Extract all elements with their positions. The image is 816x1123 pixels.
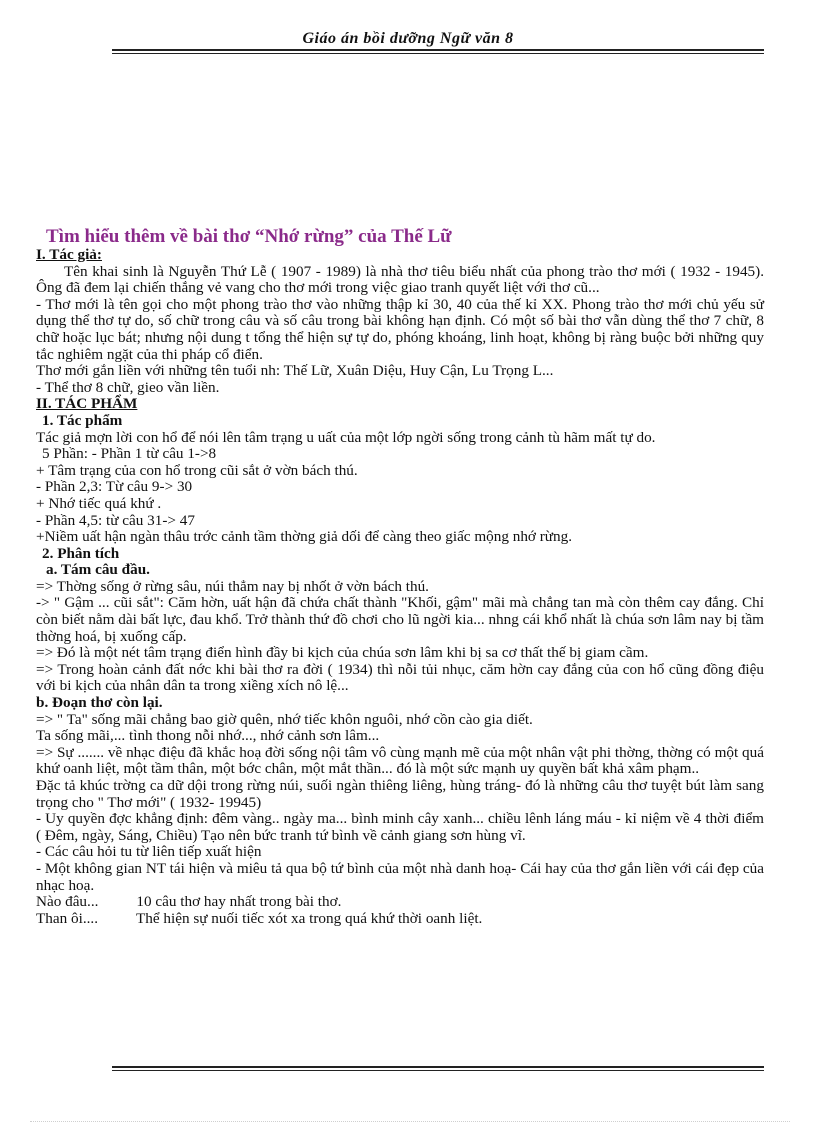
document-body <box>36 247 764 927</box>
subheading: a. Tám câu đầu. <box>46 561 150 579</box>
section-heading-author: I. Tác giả: <box>36 246 102 263</box>
paragraph: -> " Gậm ... cũi sắt": Căm hờn, uất hận đã chứa chất thành "Khối, gậm" mãi mà chẳng tan mà còn thêm cay đắng. Chỉ còn biết nằm dài bất lực, đau khổ. Trở thành thứ đồ chơi cho lũ ngời kia... nhng cái khổ nhất là chúa sơn lâm nay bị tầm thờng hoá, bị xuống cấp. <box>36 594 764 645</box>
closing-line <box>36 894 764 911</box>
closing-line-note: 10 câu thơ hay nhất trong bài thơ. <box>136 893 342 911</box>
paragraph: => " Ta" sống mãi chẳng bao giờ quên, nhớ tiếc khôn nguôi, nhớ cồn cào gia diết. <box>36 710 533 728</box>
closing-line <box>36 911 764 928</box>
paragraph: Tên khai sinh là Nguyễn Thứ Lễ ( 1907 - 1989) là nhà thơ tiêu biểu nhất của phong trào thơ mới ( 1932 - 1945). Ông đã đem lại chiến thắng vẻ vang cho thơ mới trong việc giao tranh quyết liệt với thơ cũ... <box>36 262 764 297</box>
closing-line-note: Thể hiện sự nuối tiếc xót xa trong quá khứ thời oanh liệt. <box>136 909 483 927</box>
paragraph: - Uy quyền đợc khẳng định: đêm vàng.. ngày ma... bình minh cây xanh... chiều lênh láng máu - kỉ niệm về 4 thời điểm ( Đêm, ngày, Sáng, Chiều) Tạo nên bức tranh tứ bình về cảnh giang sơn hùng vĩ. <box>36 810 764 844</box>
section-heading-work: II. TÁC PHẨM <box>36 395 138 413</box>
closing-line-lead: Nào đâu... <box>36 893 99 911</box>
header-rule <box>112 49 764 51</box>
paragraph: - Thể thơ 8 chữ, gieo vần liền. <box>36 378 220 396</box>
paragraph: Tác giả mợn lời con hổ để nói lên tâm trạng u uất của một lớp ngời sống trong cảnh tù hãm mất tự do. <box>36 428 656 446</box>
paragraph: + Tâm trạng của con hổ trong cũi sắt ở vờn bách thú. <box>36 461 358 479</box>
paragraph: => Thờng sống ở rừng sâu, núi thẳm nay bị nhốt ở vờn bách thú. <box>36 577 429 595</box>
page-header: Giáo án bồi dưỡng Ngữ văn 8 <box>302 30 514 47</box>
subheading: 1. Tác phẩm <box>42 411 123 429</box>
footer-rule <box>112 1066 764 1068</box>
paragraph: => Sự ....... về nhạc điệu đã khắc hoạ đời sống nội tâm vô cùng mạnh mẽ của một nhân vật phi thờng, thờng có một quá khứ oanh liệt, một tầm thân, một bớc chân, một mắt thần... đó là một sức mạnh uy quyền bất khả xâm phạm.. <box>36 743 764 778</box>
closing-line-lead: Than ôi.... <box>36 909 99 927</box>
paragraph: Đặc tả khúc trờng ca dữ dội trong rừng núi, suối ngàn thiêng liêng, hùng tráng- đó là những câu thơ tuyệt bút làm sang trọng cho " Thơ mới" ( 1932- 19945) <box>36 777 764 811</box>
paragraph: +Niềm uất hận ngàn thâu trớc cảnh tầm thờng giả dối để càng theo giấc mộng nhớ rừng. <box>36 528 573 546</box>
paragraph: - Các câu hỏi tu từ liên tiếp xuất hiện <box>36 843 262 861</box>
paragraph: - Phần 4,5: từ câu 31-> 47 <box>36 511 195 529</box>
header-rule-thin <box>112 53 764 54</box>
paragraph: => Trong hoàn cảnh đất nớc khi bài thơ ra đời ( 1934) thì nỗi tủi nhục, căm hờn cay đắng của con hổ cũng đồng điệu với bi kịch của nhân dân ta trong xiềng xích nô lệ... <box>36 660 764 695</box>
paragraph: => Đó là một nét tâm trạng điển hình đầy bi kịch của chúa sơn lâm khi bị sa cơ thất thế bị giam cầm. <box>36 644 649 662</box>
footer-rule-thin <box>112 1070 764 1071</box>
paragraph: - Phần 2,3: Từ câu 9-> 30 <box>36 478 193 496</box>
paragraph: Thơ mới gắn liền với những tên tuổi nh: Thế Lữ, Xuân Diệu, Huy Cận, Lu Trọng L... <box>36 362 554 380</box>
page-bottom-divider <box>30 1121 790 1122</box>
subheading: 2. Phân tích <box>42 544 120 562</box>
paragraph: Ta sống mãi,... tình thong nỗi nhớ..., nhớ cảnh sơn lâm... <box>36 727 380 745</box>
paragraph: 5 Phần: - Phần 1 từ câu 1->8 <box>42 445 217 463</box>
paragraph: - Một không gian NT tái hiện và miêu tả qua bộ tứ bình của một nhà danh hoạ- Cái hay của thơ gắn liền với cái đẹp của nhạc hoạ. <box>36 859 764 894</box>
subheading: b. Đoạn thơ còn lại. <box>36 694 163 712</box>
paragraph: - Thơ mới là tên gọi cho một phong trào thơ vào những thập kỉ 30, 40 của thế kỉ XX. Phong trào thơ mới chủ yếu sử dụng thể thơ tự do, số chữ trong câu và số câu trong bài không hạn định. Có một số bài thơ vẫn dùng thể thơ 7 chữ, 8 chữ hoặc lục bát; nhưng nội dung t tổng thể hiện sự tự do, phóng khoáng, linh hoạt, không bị ràng buộc bởi những quy tắc nghiêm ngặt của thi pháp cổ điển. <box>36 295 764 363</box>
document-title: Tìm hiểu thêm về bài thơ “Nhớ rừng” của Thế Lữ <box>46 226 452 247</box>
paragraph: + Nhớ tiếc quá khứ . <box>36 494 162 512</box>
